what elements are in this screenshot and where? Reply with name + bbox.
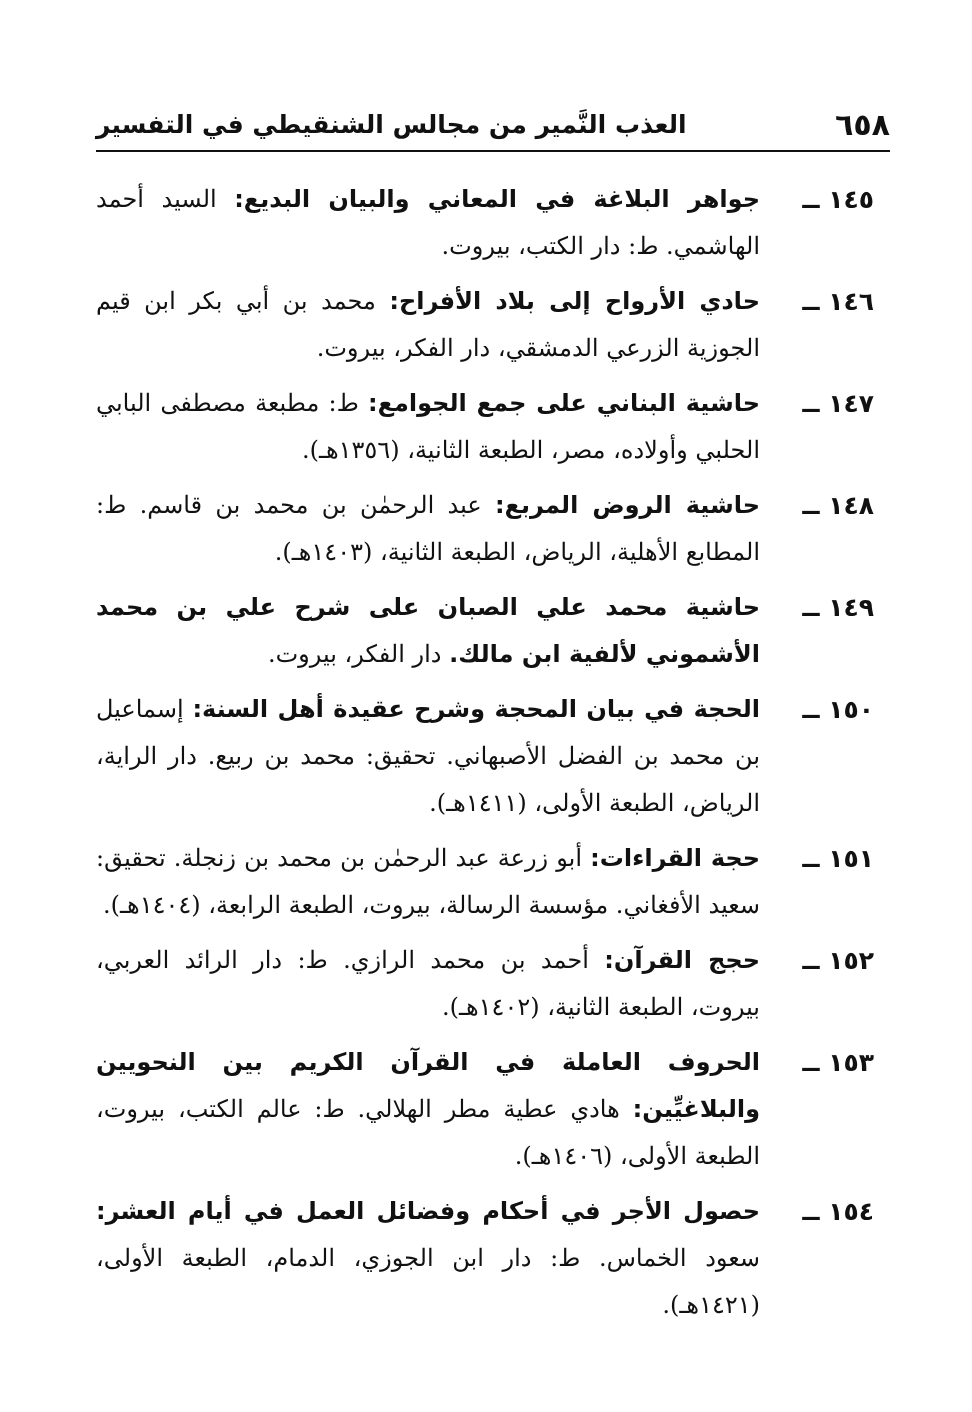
entry-number: ١٤٨ ــ — [802, 491, 874, 520]
entry-details: عبد الرحمٰن بن محمد بن قاسم. ط: المطابع الأهلية، الرياض، الطبعة الثانية، (١٤٠٣هـ). — [96, 491, 760, 566]
bibliography-entry — [96, 176, 874, 270]
entry-number: ١٤٥ ــ — [802, 185, 874, 214]
entry-details: هادي عطية مطر الهلالي. ط: عالم الكتب، بيروت، الطبعة الأولى، (١٤٠٦هـ). — [96, 1095, 760, 1170]
entry-number: ١٥٤ ــ — [802, 1197, 874, 1226]
entry-details: سعود الخماس. ط: دار ابن الجوزي، الدمام، الطبعة الأولى، (١٤٢١هـ). — [96, 1244, 760, 1319]
entry-title: الحجة في بيان المحجة وشرح عقيدة أهل السنة: — [192, 695, 760, 723]
bibliography-entry — [96, 686, 874, 827]
page-header — [96, 98, 890, 152]
entry-title: حجج القرآن: — [604, 946, 761, 974]
entry-number: ١٤٧ ــ — [802, 389, 874, 418]
page-number: ٦٥٨ — [835, 108, 890, 143]
bibliography-entry — [96, 482, 874, 576]
entry-title: حاشية محمد علي الصبان على شرح علي بن محمد الأشموني لألفية ابن مالك. — [96, 593, 760, 668]
entry-details: دار الفكر، بيروت. — [267, 640, 450, 668]
entry-title: حاشية الروض المربع: — [495, 491, 760, 519]
entry-details: أبو زرعة عبد الرحمٰن بن محمد بن زنجلة. تحقيق: سعيد الأفغاني. مؤسسة الرسالة، بيروت، الطبعة الرابعة، (١٤٠٤هـ). — [96, 844, 760, 919]
entry-title: حادي الأرواح إلى بلاد الأفراح: — [389, 287, 760, 315]
entry-details: محمد بن أبي بكر ابن قيم الجوزية الزرعي الدمشقي، دار الفكر، بيروت. — [96, 287, 760, 362]
running-title: العذب النَّمير من مجالس الشنقيطي في التفسير — [96, 110, 687, 139]
bibliography-entry — [96, 1188, 874, 1329]
entry-number: ١٥٠ ــ — [802, 695, 874, 724]
bibliography-entry — [96, 380, 874, 474]
entry-number: ١٥١ ــ — [802, 844, 874, 873]
entry-title: حاشية البناني على جمع الجوامع: — [368, 389, 761, 417]
entry-number: ١٤٩ ــ — [802, 593, 874, 622]
entry-number: ١٥٣ ــ — [802, 1048, 874, 1077]
bibliography-entry — [96, 835, 874, 929]
bibliography-entry — [96, 937, 874, 1031]
entry-title: حصول الأجر في أحكام وفضائل العمل في أيام العشر: — [96, 1197, 760, 1225]
bibliography-list — [96, 176, 874, 1337]
entry-title: حجة القراءات: — [590, 844, 760, 872]
bibliography-entry — [96, 584, 874, 678]
bibliography-entry — [96, 1039, 874, 1180]
entry-title: الحروف العاملة في القرآن الكريم بين النحويين والبلاغيِّين: — [96, 1048, 760, 1123]
entry-number: ١٥٢ ــ — [802, 946, 874, 975]
entry-details: أحمد بن محمد الرازي. ط: دار الرائد العربي، بيروت، الطبعة الثانية، (١٤٠٢هـ). — [96, 946, 760, 1021]
entry-details: السيد أحمد الهاشمي. ط: دار الكتب، بيروت. — [96, 185, 760, 260]
entry-number: ١٤٦ ــ — [802, 287, 874, 316]
bibliography-entry — [96, 278, 874, 372]
entry-details: إسماعيل بن محمد بن الفضل الأصبهاني. تحقيق: محمد بن ربيع. دار الراية، الرياض، الطبعة الأولى، (١٤١١هـ). — [96, 695, 760, 817]
entry-details: ط: مطبعة مصطفى البابي الحلبي وأولاده، مصر، الطبعة الثانية، (١٣٥٦هـ). — [96, 389, 760, 464]
entry-title: جواهر البلاغة في المعاني والبيان البديع: — [234, 185, 760, 213]
